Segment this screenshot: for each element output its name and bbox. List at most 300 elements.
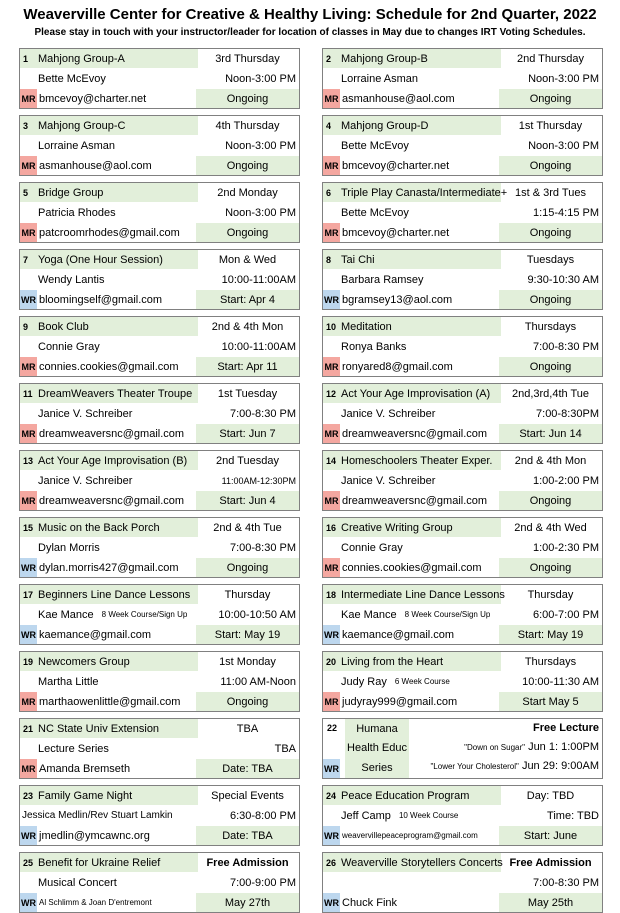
schedule-card (19, 785, 300, 846)
contact-email[interactable]: Chuck Fink (342, 896, 398, 909)
schedule-card (322, 182, 603, 243)
humana-title: Free Lecture (532, 722, 599, 734)
leader-name: Lorraine Asman (38, 139, 116, 152)
room-tag: MR (323, 156, 340, 175)
activity-name-cell (323, 518, 501, 537)
schedule-day: 2nd,3rd,4th Tue (511, 387, 590, 400)
schedule-card (322, 450, 603, 511)
status-cell (499, 893, 602, 912)
contact-cell (323, 893, 501, 912)
schedule-card (19, 48, 300, 109)
activity-number: 4 (326, 120, 332, 131)
activity-name-cell (20, 317, 198, 336)
schedule-card (19, 249, 300, 310)
schedule-day: 3rd Thursday (215, 52, 280, 65)
leader-cell (323, 806, 501, 825)
room-tag: WR (20, 826, 37, 845)
schedule-card (19, 316, 300, 377)
activity-name: Mahjong Group-D (341, 119, 429, 132)
activity-name: Peace Education Program (341, 789, 470, 802)
leader-name: Jeff Camp (341, 809, 391, 822)
leader-cell (323, 605, 501, 624)
schedule-card (19, 584, 300, 645)
leader-name: Connie Gray (341, 541, 403, 554)
activity-number: 26 (326, 857, 337, 868)
leader-name: Connie Gray (38, 340, 100, 353)
schedule-card (322, 249, 603, 310)
schedule-day-cell (196, 49, 299, 68)
schedule-card (19, 115, 300, 176)
schedule-day: 2nd Monday (217, 186, 278, 199)
contact-cell (20, 558, 198, 577)
leader-cell (20, 337, 198, 356)
activity-name: Mahjong Group-C (38, 119, 126, 132)
time-cell (196, 404, 299, 423)
status-badge: Date: TBA (222, 829, 273, 842)
activity-number: 5 (23, 187, 29, 198)
status-cell (499, 156, 602, 175)
status-badge: Start May 5 (522, 695, 579, 708)
session-time: 7:00-8:30 PM (229, 541, 296, 554)
contact-email[interactable]: Al Schlimm & Joan D'entremont (39, 898, 152, 907)
activity-name: Yoga (One Hour Session) (38, 253, 163, 266)
schedule-day: 2nd & 4th Mon (514, 454, 587, 467)
activity-name-cell (20, 853, 198, 872)
contact-email[interactable]: dreamweaversnc@gmail.com (39, 427, 185, 440)
talk-1-time: Jun 1: 1:00PM (528, 741, 599, 753)
room-tag: MR (20, 759, 37, 778)
activity-name-cell (323, 317, 501, 336)
leader-name: Lorraine Asman (341, 72, 419, 85)
status-badge: Ongoing (529, 360, 572, 373)
session-time: 10:00-11:00AM (221, 273, 296, 286)
contact-cell (20, 625, 198, 644)
status-badge: Start: June (523, 829, 578, 842)
activity-name-cell (323, 116, 501, 135)
status-cell (499, 491, 602, 510)
activity-name-cell (20, 451, 198, 470)
activity-number: 9 (23, 321, 29, 332)
activity-name: Intermediate Line Dance Lessons (341, 588, 505, 601)
leader-name: Janice V. Schreiber (341, 474, 436, 487)
activity-name: Living from the Heart (341, 655, 444, 668)
activity-number: 6 (326, 187, 332, 198)
status-cell (499, 558, 602, 577)
activity-number: 15 (23, 522, 34, 533)
activity-name-cell (323, 49, 501, 68)
leader-cell (20, 672, 198, 691)
room-tag: WR (20, 625, 37, 644)
schedule-day-cell (196, 652, 299, 671)
status-cell (196, 558, 299, 577)
schedule-day: Thursday (527, 588, 574, 601)
room-tag: WR (20, 558, 37, 577)
session-time: 7:00-8:30 PM (532, 876, 599, 889)
schedule-day: Free Admission (206, 856, 289, 869)
room-tag: MR (20, 223, 37, 242)
leader-name: Janice V. Schreiber (38, 474, 133, 487)
status-badge: May 25th (527, 896, 574, 909)
session-time: Noon-3:00 PM (225, 139, 296, 152)
activity-name: Beginners Line Dance Lessons (38, 588, 191, 601)
session-time: Noon-3:00 PM (528, 139, 599, 152)
contact-email[interactable]: judyray999@gmail.com (342, 695, 458, 708)
status-cell (196, 491, 299, 510)
activity-name: NC State Univ Extension (38, 722, 160, 735)
activity-name-cell (20, 49, 198, 68)
time-cell (499, 69, 602, 88)
status-cell (196, 290, 299, 309)
activity-number: 25 (23, 857, 34, 868)
leader-cell (20, 69, 198, 88)
contact-email[interactable]: weavervillepeaceprogram@gmail.com (342, 831, 478, 840)
talk-1-name: "Down on Sugar" (464, 743, 525, 752)
contact-email[interactable]: kaemance@gmail.com (342, 628, 455, 641)
activity-name: Act Your Age Improvisation (A) (341, 387, 491, 400)
schedule-card (322, 651, 603, 712)
contact-email[interactable]: asmanhouse@aol.com (39, 159, 152, 172)
contact-cell (20, 491, 198, 510)
session-time: Noon-3:00 PM (225, 206, 296, 219)
activity-number: 1 (23, 53, 29, 64)
time-cell (499, 404, 602, 423)
humana-talk-2 (430, 760, 599, 772)
schedule-card (322, 115, 603, 176)
leader-cell (323, 873, 501, 892)
session-time: 10:00-11:00AM (221, 340, 296, 353)
schedule-day-cell (499, 116, 602, 135)
session-time: 6:00-7:00 PM (532, 608, 599, 621)
time-cell (499, 605, 602, 624)
leader-cell (323, 538, 501, 557)
schedule-day-cell (499, 652, 602, 671)
status-badge: Ongoing (226, 159, 269, 172)
contact-cell (323, 491, 501, 510)
contact-email[interactable]: kaemance@gmail.com (39, 628, 152, 641)
contact-email[interactable]: dreamweaversnc@gmail.com (342, 494, 488, 507)
leader-cell (20, 136, 198, 155)
status-cell (499, 357, 602, 376)
leader-cell (323, 136, 501, 155)
humana-line-1: Humana (356, 722, 398, 735)
session-time: Time: TBD (547, 809, 599, 822)
schedule-day: 2nd & 4th Mon (211, 320, 284, 333)
schedule-day-cell (499, 49, 602, 68)
schedule-day-cell (196, 183, 299, 202)
schedule-day-cell (196, 317, 299, 336)
activity-name-cell (323, 384, 501, 403)
room-tag: MR (20, 357, 37, 376)
activity-name-cell (20, 384, 198, 403)
activity-number: 11 (23, 388, 33, 399)
schedule-card (19, 718, 300, 779)
schedule-day: 2nd & 4th Tue (213, 521, 282, 534)
status-badge: Start: Apr 11 (217, 360, 278, 373)
schedule-day-cell (499, 384, 602, 403)
activity-name-cell (20, 183, 198, 202)
time-cell (196, 672, 299, 691)
activity-name: Meditation (341, 320, 392, 333)
status-cell (196, 826, 299, 845)
contact-email[interactable]: patcroomrhodes@gmail.com (39, 226, 180, 239)
humana-card (322, 718, 603, 779)
contact-email[interactable]: asmanhouse@aol.com (342, 92, 455, 105)
leader-cell (20, 471, 198, 490)
contact-cell (323, 692, 501, 711)
activity-name: Act Your Age Improvisation (B) (38, 454, 188, 467)
status-cell (196, 89, 299, 108)
activity-name-cell (323, 652, 501, 671)
schedule-day: 4th Thursday (215, 119, 280, 132)
status-badge: Ongoing (529, 92, 572, 105)
leader-name: Bette McEvoy (341, 206, 409, 219)
time-cell (499, 270, 602, 289)
activity-name-cell (20, 250, 198, 269)
activity-number: 21 (23, 723, 34, 734)
room-tag: WR (323, 893, 340, 912)
status-badge: Start: May 19 (517, 628, 584, 641)
leader-name: Judy Ray (341, 675, 387, 688)
contact-cell (20, 357, 198, 376)
activity-name-cell (323, 585, 505, 604)
time-cell (196, 471, 299, 490)
activity-name: Homeschoolers Theater Exper. (341, 454, 493, 467)
time-cell (499, 873, 602, 892)
time-cell (499, 538, 602, 557)
activity-name: Family Game Night (38, 789, 133, 802)
session-time: 7:00-9:00 PM (229, 876, 296, 889)
schedule-card (19, 517, 300, 578)
leader-cell (323, 672, 501, 691)
time-cell (499, 203, 602, 222)
status-cell (196, 893, 299, 912)
contact-cell (20, 759, 198, 778)
contact-email[interactable]: dreamweaversnc@gmail.com (39, 494, 185, 507)
contact-cell (323, 223, 501, 242)
status-badge: Ongoing (226, 226, 269, 239)
status-badge: Ongoing (529, 494, 572, 507)
room-tag: WR (323, 625, 340, 644)
activity-name: Mahjong Group-B (341, 52, 428, 65)
schedule-day-cell (499, 585, 602, 604)
activity-number: 10 (326, 321, 337, 332)
contact-email[interactable]: marthaowenlittle@gmail.com (39, 695, 181, 708)
room-tag: MR (20, 89, 37, 108)
activity-number: 14 (326, 455, 337, 466)
status-cell (499, 692, 602, 711)
activity-number: 23 (23, 790, 34, 801)
status-badge: Ongoing (529, 293, 572, 306)
contact-email[interactable]: Amanda Bremseth (39, 762, 131, 775)
schedule-card (19, 450, 300, 511)
activity-name-cell (323, 853, 501, 872)
activity-number: 20 (326, 656, 337, 667)
session-time: 11:00AM-12:30PM (221, 475, 296, 486)
activity-number: 22 (327, 723, 338, 733)
schedule-card (322, 316, 603, 377)
page-subtitle: Please stay in touch with your instructor/leader for location of classes in May due to changes IRT Voting Schedules. (34, 27, 586, 38)
session-time: 6:30-8:00 PM (229, 809, 296, 822)
room-tag: MR (323, 89, 340, 108)
status-cell (196, 692, 299, 711)
session-time: TBA (274, 742, 296, 755)
schedule-day-cell (196, 853, 299, 872)
leader-name: Bette McEvoy (341, 139, 409, 152)
contact-email[interactable]: jmedlin@ymcawnc.org (39, 829, 150, 842)
schedule-day-cell (499, 853, 602, 872)
session-time: 10:00-11:30 AM (522, 675, 599, 688)
leader-name: Janice V. Schreiber (38, 407, 133, 420)
schedule-day-cell (196, 250, 299, 269)
status-cell (499, 424, 602, 443)
contact-email[interactable]: connies.cookies@gmail.com (342, 561, 482, 574)
activity-name: Book Club (38, 320, 89, 333)
schedule-day: Day: TBD (526, 789, 575, 802)
session-time: Noon-3:00 PM (225, 72, 296, 85)
room-tag: MR (20, 491, 37, 510)
room-tag: MR (323, 491, 340, 510)
schedule-day: 2nd Thursday (516, 52, 585, 65)
room-tag: MR (20, 156, 37, 175)
contact-cell (20, 893, 198, 912)
schedule-day-cell (196, 384, 299, 403)
schedule-day: 1st Tuesday (217, 387, 278, 400)
leader-name: Janice V. Schreiber (341, 407, 436, 420)
activity-number: 24 (326, 790, 337, 801)
leader-name: Kae Mance (38, 608, 94, 621)
contact-cell (20, 826, 198, 845)
activity-number: 7 (23, 254, 29, 265)
time-cell (499, 136, 602, 155)
time-cell (196, 203, 299, 222)
contact-email[interactable]: dreamweaversnc@gmail.com (342, 427, 488, 440)
schedule-day: Free Admission (509, 856, 592, 869)
leader-cell (20, 404, 198, 423)
status-badge: Start: Apr 4 (219, 293, 276, 306)
contact-email[interactable]: bmcevoy@charter.net (342, 159, 450, 172)
activity-name-cell (20, 652, 198, 671)
room-tag: WR (323, 290, 340, 309)
activity-name-cell (20, 585, 198, 604)
schedule-card (322, 785, 603, 846)
session-time: 7:00-8:30PM (536, 407, 599, 420)
time-cell (196, 739, 299, 758)
leader-name: Kae Mance (341, 608, 397, 621)
leader-cell (323, 404, 501, 423)
activity-name: Music on the Back Porch (38, 521, 160, 534)
schedule-day: 1st Thursday (518, 119, 583, 132)
room-tag: MR (323, 424, 340, 443)
humana-label (345, 719, 409, 778)
schedule-day-cell (499, 183, 602, 202)
room-tag: MR (323, 223, 340, 242)
status-cell (499, 89, 602, 108)
leader-cell (323, 203, 501, 222)
contact-email[interactable]: dylan.morris427@gmail.com (39, 561, 179, 574)
session-time: 1:15-4:15 PM (532, 206, 599, 219)
time-cell (196, 605, 299, 624)
contact-cell (20, 290, 198, 309)
contact-email[interactable]: bmcevoy@charter.net (39, 92, 147, 105)
time-cell (499, 672, 602, 691)
schedule-day-cell (196, 518, 299, 537)
schedule-day: 2nd Tuesday (216, 454, 279, 467)
schedule-day-cell (499, 317, 602, 336)
contact-cell (323, 156, 501, 175)
time-cell (196, 806, 299, 825)
schedule-day-cell (499, 250, 602, 269)
activity-number: 8 (326, 254, 332, 265)
contact-cell (323, 424, 501, 443)
status-badge: Ongoing (529, 561, 572, 574)
contact-email[interactable]: bmcevoy@charter.net (342, 226, 450, 239)
status-cell (499, 625, 602, 644)
schedule-day: 1st Monday (219, 655, 276, 668)
leader-cell (323, 471, 501, 490)
contact-email[interactable]: connies.cookies@gmail.com (39, 360, 179, 373)
time-cell (196, 270, 299, 289)
course-note: 8 Week Course/Sign Up (404, 610, 491, 619)
status-badge: Date: TBA (222, 762, 273, 775)
room-tag: MR (323, 558, 340, 577)
schedule-card (322, 852, 603, 913)
course-note: 6 Week Course (394, 677, 450, 686)
leader-cell (20, 270, 198, 289)
schedule-day-cell (196, 585, 299, 604)
status-badge: Ongoing (226, 92, 269, 105)
time-cell (196, 337, 299, 356)
schedule-day: 1st & 3rd Tues (515, 186, 586, 199)
course-note: 10 Week Course (398, 811, 459, 820)
status-badge: Ongoing (529, 159, 572, 172)
status-badge: Ongoing (529, 226, 572, 239)
leader-cell (20, 203, 198, 222)
schedule-card (322, 517, 603, 578)
leader-name: Wendy Lantis (38, 273, 105, 286)
activity-name: Weaverville Storytellers Concerts (341, 856, 503, 869)
leader-name: Bette McEvoy (38, 72, 106, 85)
leader-cell (20, 873, 198, 892)
leader-name: Patricia Rhodes (38, 206, 116, 219)
status-cell (196, 357, 299, 376)
activity-name-cell (20, 786, 198, 805)
contact-email[interactable]: bgramsey13@aol.com (342, 293, 453, 306)
contact-email[interactable]: ronyared8@gmail.com (342, 360, 453, 373)
leader-name: Lecture Series (38, 742, 109, 755)
talk-2-name: "Lower Your Cholesterol" (430, 762, 519, 771)
schedule-day-cell (196, 116, 299, 135)
status-badge: Start: Jun 4 (219, 494, 276, 507)
contact-cell (323, 826, 501, 845)
leader-cell (20, 605, 198, 624)
status-cell (196, 223, 299, 242)
schedule-card (322, 48, 603, 109)
status-badge: May 27th (224, 896, 271, 909)
activity-name: Newcomers Group (38, 655, 130, 668)
activity-name-cell (323, 250, 501, 269)
contact-cell (323, 625, 501, 644)
humana-talk-1 (464, 741, 599, 753)
schedule-card (19, 852, 300, 913)
room-tag: MR (323, 357, 340, 376)
course-note: 8 Week Course/Sign Up (101, 610, 188, 619)
contact-cell (20, 156, 198, 175)
contact-email[interactable]: bloomingself@gmail.com (39, 293, 163, 306)
contact-cell (323, 357, 501, 376)
activity-name-cell (323, 786, 501, 805)
leader-cell (20, 739, 198, 758)
activity-name: Creative Writing Group (341, 521, 453, 534)
